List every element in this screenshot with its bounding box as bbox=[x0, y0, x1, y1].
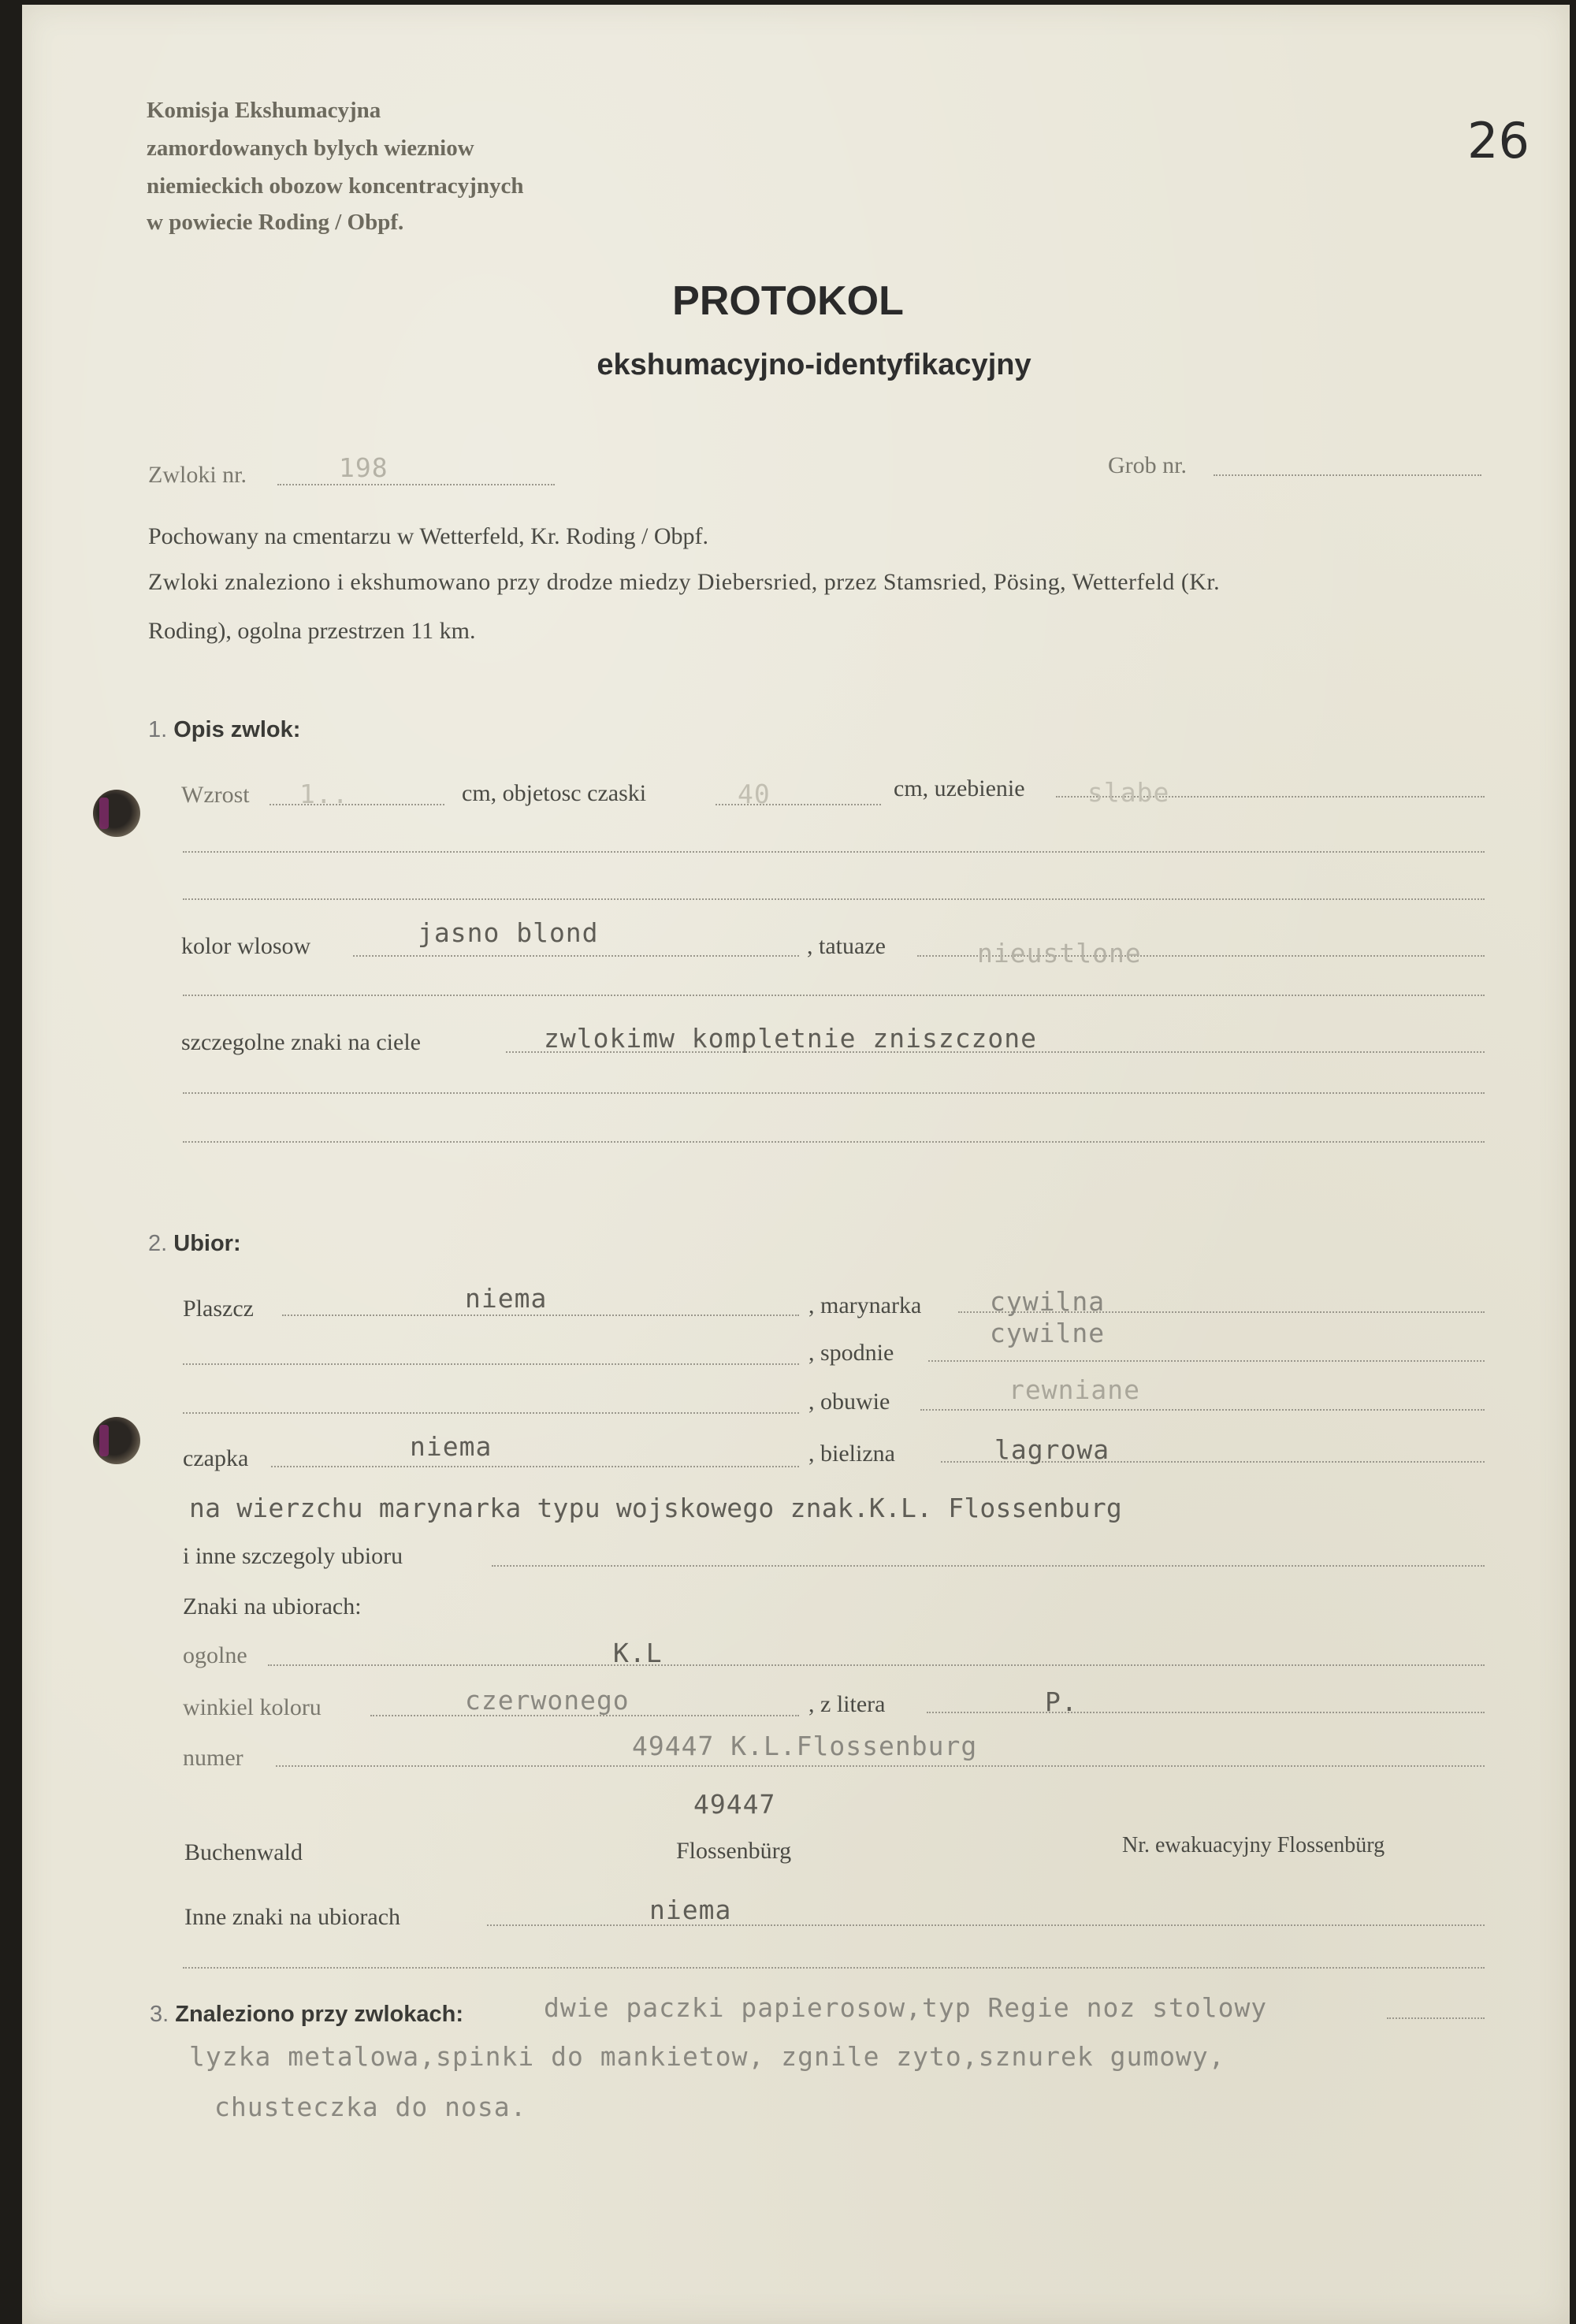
inne-szczegoly-label: i inne szczegoly ubioru bbox=[183, 1543, 403, 1569]
znaki-line-2 bbox=[183, 1092, 1485, 1094]
obuwie-label: , obuwie bbox=[808, 1389, 890, 1415]
numer-line bbox=[276, 1765, 1485, 1767]
found-items-line-end bbox=[1387, 2017, 1485, 2019]
spodnie-value: cywilne bbox=[990, 1318, 1106, 1348]
page-title: PROTOKOL bbox=[672, 278, 904, 324]
kolor-line-2 bbox=[183, 995, 1485, 996]
kolor-line bbox=[353, 955, 799, 957]
bielizna-label: , bielizna bbox=[808, 1441, 895, 1467]
czaszka-value: 40 bbox=[738, 779, 771, 809]
burial-line-2: Zwloki znaleziono i ekshumowano przy drodze miedzy Diebersried, przez Stamsried, Pösing, Wetterfeld (Kr. bbox=[148, 569, 1221, 595]
znaki-cialo-label: szczegolne znaki na ciele bbox=[181, 1029, 421, 1055]
kolor-label: kolor wlosow bbox=[181, 933, 311, 959]
inne-szczegoly-line bbox=[492, 1565, 1485, 1567]
litera-value: P. bbox=[1045, 1686, 1078, 1717]
section-1-heading: 1. Opis zwlok: bbox=[148, 717, 301, 742]
page-number: 26 bbox=[1467, 112, 1530, 169]
znaki-ubiory-label: Znaki na ubiorach: bbox=[183, 1593, 362, 1619]
found-items-line-1: dwie paczki papierosow,typ Regie noz stolowy bbox=[544, 1992, 1268, 2023]
inne-znaki-line-2 bbox=[183, 1967, 1485, 1969]
wzrost-label: Wzrost bbox=[181, 782, 250, 808]
commission-line-1: Komisja Ekshumacyjna bbox=[147, 98, 381, 123]
spodnie-line bbox=[928, 1360, 1485, 1362]
litera-label: , z litera bbox=[808, 1691, 886, 1717]
plaszcz-line bbox=[282, 1314, 799, 1316]
punch-hole-bottom bbox=[93, 1417, 140, 1464]
found-items-line-2: lyzka metalowa,spinki do mankietow, zgnile zyto,sznurek gumowy, bbox=[189, 2041, 1225, 2072]
plaszcz-value: niema bbox=[465, 1283, 548, 1314]
czapka-line bbox=[271, 1466, 799, 1467]
czapka-value: niema bbox=[410, 1431, 492, 1462]
ogolne-value: K.L bbox=[613, 1638, 663, 1668]
marynarka-value: cywilna bbox=[990, 1286, 1106, 1317]
grob-label: Grob nr. bbox=[1108, 452, 1187, 478]
burial-line-3: Roding), ogolna przestrzen 11 km. bbox=[148, 618, 476, 644]
ogolne-line bbox=[268, 1664, 1485, 1666]
found-items-line-3: chusteczka do nosa. bbox=[214, 2092, 527, 2122]
tatuaze-value: nieustlone bbox=[977, 938, 1142, 969]
winkiel-value: czerwonego bbox=[465, 1685, 630, 1716]
zwloki-value: 198 bbox=[339, 452, 388, 483]
spodnie-label: , spodnie bbox=[808, 1340, 894, 1366]
burial-line-1: Pochowany na cmentarzu w Wetterfeld, Kr. Roding / Obpf. bbox=[148, 523, 709, 549]
inne-znaki-line bbox=[487, 1924, 1485, 1926]
marynarka-label: , marynarka bbox=[808, 1292, 922, 1318]
zwloki-label: Zwloki nr. bbox=[148, 462, 247, 488]
page-subtitle: ekshumacyjno-identyfikacyjny bbox=[597, 348, 1031, 381]
numer-flossenburg-value: 49447 bbox=[693, 1789, 776, 1820]
uzebienie-label: cm, uzebienie bbox=[894, 775, 1025, 801]
opis-line-3 bbox=[183, 898, 1485, 900]
bielizna-value: lagrowa bbox=[994, 1434, 1110, 1465]
ogolne-label: ogolne bbox=[183, 1642, 247, 1668]
inne-szczegoly-value: na wierzchu marynarka typu wojskowego znak.K.L. Flossenburg bbox=[189, 1493, 1122, 1523]
numer-value: 49447 K.L.Flossenburg bbox=[632, 1731, 978, 1761]
znaki-cialo-value: zwlokimw kompletnie zniszczone bbox=[544, 1023, 1038, 1054]
obuwie-value: rewniane bbox=[1009, 1374, 1140, 1405]
commission-line-4: w powiecie Roding / Obpf. bbox=[147, 210, 404, 235]
plaszcz-label: Plaszcz bbox=[183, 1296, 254, 1322]
obuwie-left-line bbox=[183, 1412, 799, 1414]
uzebienie-value: slabe bbox=[1087, 777, 1170, 808]
kolor-value: jasno blond bbox=[418, 917, 599, 948]
tatuaze-label: , tatuaze bbox=[807, 933, 886, 959]
obuwie-line bbox=[920, 1409, 1485, 1411]
ewakuacyjny-label: Nr. ewakuacyjny Flossenbürg bbox=[1122, 1833, 1385, 1857]
wzrost-value: 1.. bbox=[299, 779, 349, 809]
numer-label: numer bbox=[183, 1745, 243, 1771]
czapka-label: czapka bbox=[183, 1445, 249, 1471]
flossenburg-label: Flossenbürg bbox=[676, 1838, 792, 1864]
zwloki-line bbox=[277, 484, 555, 485]
commission-line-3: niemieckich obozow koncentracyjnych bbox=[147, 173, 524, 199]
opis-line-2 bbox=[183, 851, 1485, 853]
buchenwald-label: Buchenwald bbox=[184, 1839, 303, 1865]
punch-hole-top bbox=[93, 790, 140, 837]
inne-znaki-label: Inne znaki na ubiorach bbox=[184, 1904, 401, 1930]
inne-znaki-value: niema bbox=[649, 1895, 732, 1925]
winkiel-label: winkiel koloru bbox=[183, 1694, 322, 1720]
znaki-line-3 bbox=[183, 1141, 1485, 1143]
commission-line-2: zamordowanych bylych wiezniow bbox=[147, 136, 474, 161]
grob-line bbox=[1214, 474, 1481, 476]
spodnie-left-line bbox=[183, 1363, 799, 1365]
section-3-heading: 3. Znaleziono przy zwlokach: bbox=[150, 2002, 464, 2027]
wzrost-line bbox=[269, 804, 444, 805]
czaszka-label: cm, objetosc czaski bbox=[462, 780, 647, 806]
litera-line bbox=[927, 1712, 1485, 1713]
section-2-heading: 2. Ubior: bbox=[148, 1231, 241, 1256]
